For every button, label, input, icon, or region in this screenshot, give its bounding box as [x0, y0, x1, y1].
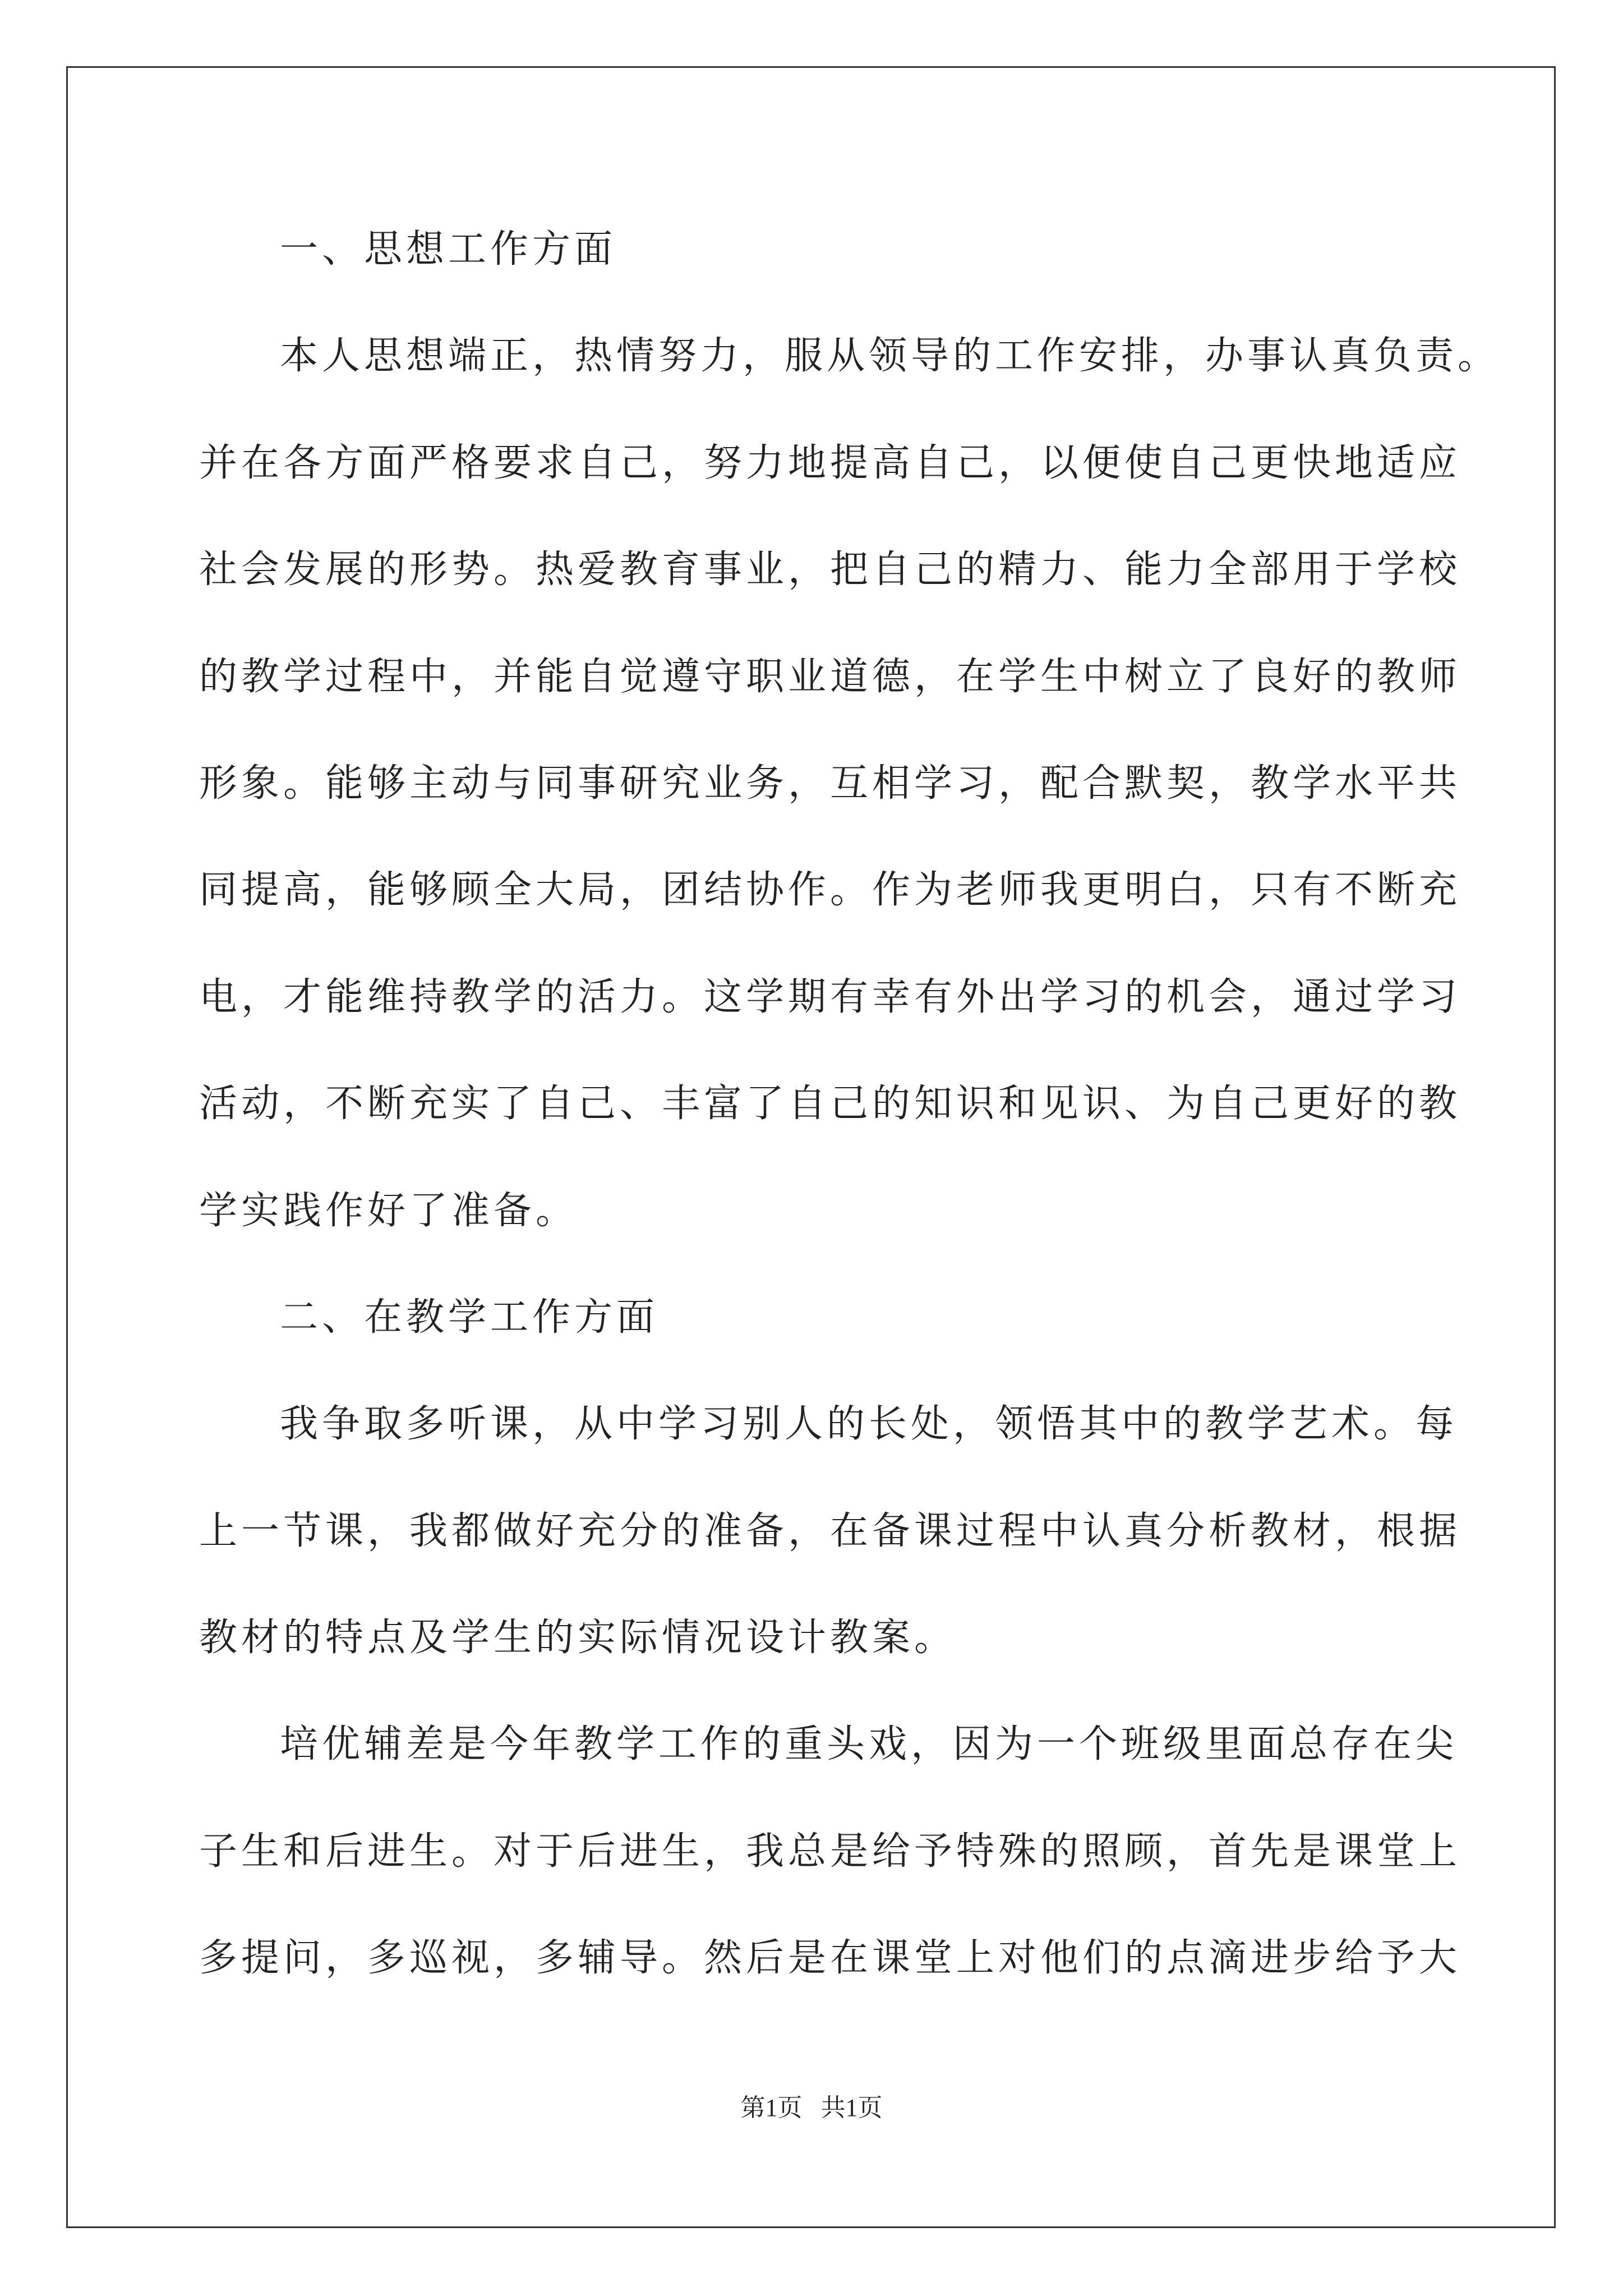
paragraph-line: 形象。能够主动与同事研究业务，互相学习，配合默契，教学水平共 — [199, 761, 1461, 806]
paragraph-line: 培优辅差是今年教学工作的重头戏，因为一个班级里面总存在尖 — [280, 1722, 1458, 1767]
paragraph-line: 社会发展的形势。热爱教育事业，把自己的精力、能力全部用于学校 — [199, 547, 1461, 592]
paragraph-line: 活动，不断充实了自己、丰富了自己的知识和见识、为自己更好的教 — [199, 1082, 1461, 1126]
heading-ideology: 一、思想工作方面 — [280, 227, 617, 272]
paragraph-line: 电，才能维持教学的活力。这学期有幸有外出学习的机会，通过学习 — [199, 974, 1461, 1019]
paragraph-line: 并在各方面严格要求自己，努力地提高自己，以便使自己更快地适应 — [199, 440, 1461, 485]
paragraph-line: 教材的特点及学生的实际情况设计教案。 — [199, 1616, 957, 1660]
page-number-footer: 第1页 共1页 — [740, 2094, 883, 2122]
paragraph-line: 学实践作好了准备。 — [199, 1188, 578, 1233]
paragraph-line: 我争取多听课，从中学习别人的长处，领悟其中的教学艺术。每 — [280, 1402, 1458, 1447]
heading-teaching: 二、在教学工作方面 — [280, 1295, 659, 1340]
paragraph-line: 多提问，多巡视，多辅导。然后是在课堂上对他们的点滴进步给予大 — [199, 1936, 1461, 1981]
paragraph-line: 同提高，能够顾全大局，团结协作。作为老师我更明白，只有不断充 — [199, 868, 1461, 913]
paragraph-line: 本人思想端正，热情努力，服从领导的工作安排，办事认真负责。 — [280, 334, 1500, 379]
document-body — [199, 196, 1500, 2012]
paragraph-line: 的教学过程中，并能自觉遵守职业道德，在学生中树立了良好的教师 — [199, 654, 1461, 699]
paragraph-line: 上一节课，我都做好充分的准备，在备课过程中认真分析教材，根据 — [199, 1508, 1461, 1553]
paragraph-line: 子生和后进生。对于后进生，我总是给予特殊的照顾，首先是课堂上 — [199, 1829, 1461, 1874]
